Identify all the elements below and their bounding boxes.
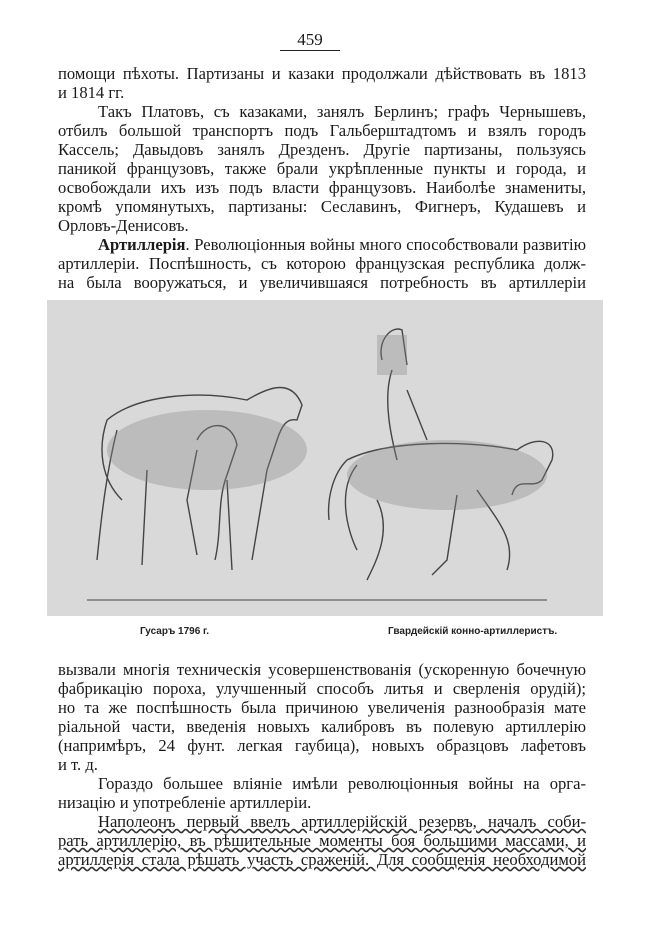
section-heading: Артиллерія [98,235,186,254]
text-line: (напримѣръ, 24 фунт. легкая гаубица), новыхъ образцовъ лафетовъ [58,736,586,755]
text-line: Такъ Платовъ, съ казаками, занялъ Берлинъ; графъ Чернышевъ, [98,102,586,121]
page-number: 459 [280,30,340,51]
text-line: паникой французовъ, также брали укрѣпленные пункты и города, и [58,159,586,178]
underlined-text-line: рать артиллерію, въ рѣшительные моменты боя большими массами, и [58,831,586,850]
text-line: и т. д. [58,755,98,774]
text-line: на была вооружаться, и увеличившаяся потребность въ артиллеріи [58,273,586,292]
top-text [58,64,586,292]
text-line: отбилъ большой транспортъ подъ Гальберштадтомъ и взялъ городъ [58,121,586,140]
text-line [58,235,586,254]
text-line: кромѣ упомянутыхъ, партизаны: Сеславинъ, Фигнеръ, Кудашевъ и [58,197,586,216]
text-line: но та же поспѣшность была причиною увеличенія разнообразія мате [58,698,586,717]
text-line: освобождали ихъ изъ подъ власти французовъ. Наиболѣе знамениты, [58,178,586,197]
text-span: . Революціонныя войны много способствовали развитію [185,235,586,254]
caption-left: Гусаръ 1796 г. [140,626,209,637]
text-line: ріальной части, введенія новыхъ калибровъ въ полевую артиллерію [58,717,586,736]
caption-right: Гвардейскій конно-артиллеристъ. [388,626,558,637]
text-line: Орловъ-Денисовъ. [58,216,189,235]
text-line: вызвали многія техническія усовершенствованія (ускоренную бочечную [58,660,586,679]
text-line: низацію и употребленіе артиллеріи. [58,793,312,812]
text-line: и 1814 гг. [58,83,125,102]
illustration [47,300,603,616]
horse-riders-engraving [47,300,603,616]
text-line: Гораздо большее вліяніе имѣли революціонныя войны на орга- [98,774,586,793]
text-line: помощи пѣхоты. Партизаны и казаки продолжали дѣйствовать въ 1813 [58,64,586,83]
text-line: Кассель; Давыдовъ занялъ Дрезденъ. Другіе партизаны, пользуясь [58,140,586,159]
text-line: фабрикацію пороха, улучшенный способъ литья и сверленія орудій); [58,679,586,698]
underlined-text-line: артиллерія стала рѣшать участь сраженій. Для сообщенія необходимой [58,850,586,869]
underlined-text-line: Наполеонъ первый ввелъ артиллерійскій резервъ, началъ соби- [98,812,586,831]
bottom-text [58,660,586,869]
text-line: артиллеріи. Поспѣшность, съ которою французская республика долж- [58,254,586,273]
